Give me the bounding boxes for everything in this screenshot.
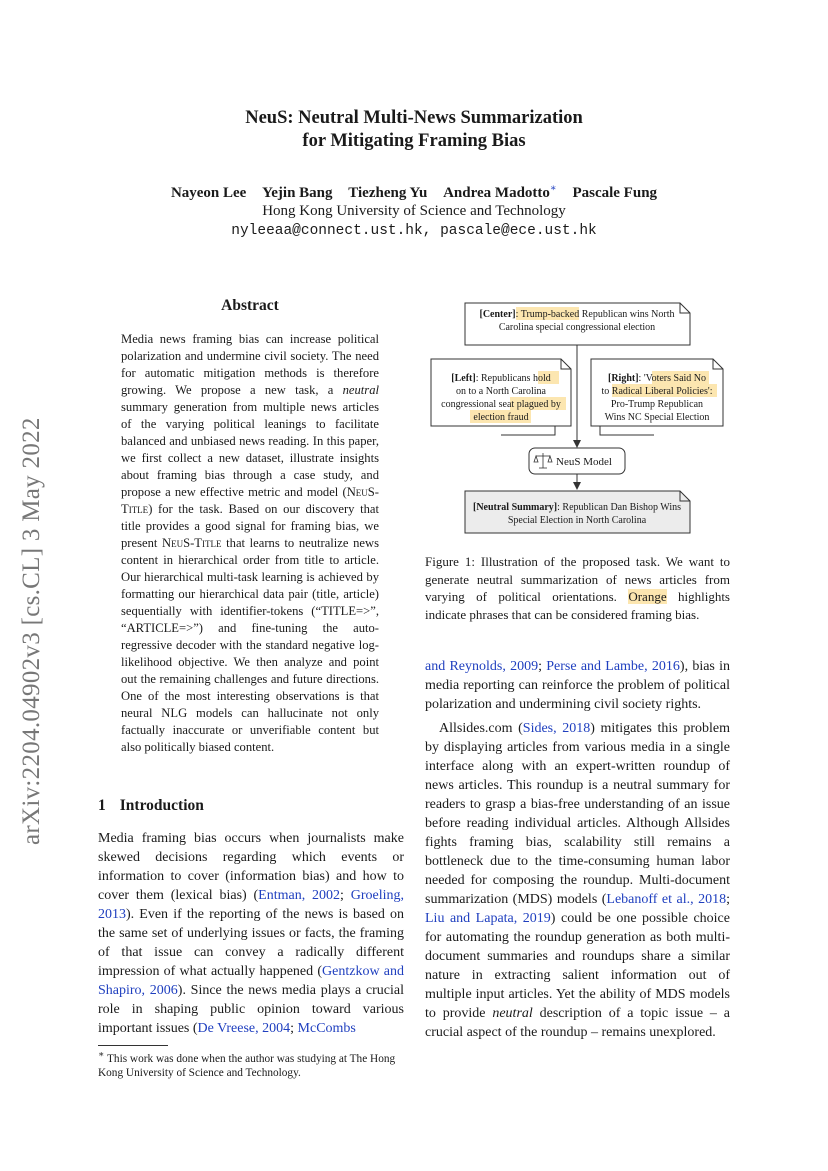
figure-center-source: Carolina special congressional election (498, 322, 656, 333)
footnote: ∗ This work was done when the author was studying at The Hong Kong University of Science and Technology. (98, 1050, 396, 1079)
figure-neutral-summary: [Neutral Summary]: Republican Dan Bishop Wins (472, 502, 682, 513)
footnote-rule (98, 1045, 168, 1046)
balance-scale-icon (534, 453, 552, 468)
section-heading-introduction: 1 Introduction (98, 797, 204, 814)
figure-right-source: [Right]: 'Voters Said No (607, 373, 707, 384)
author-name: Andrea Madotto∗ (443, 183, 557, 201)
author-name: Pascale Fung (572, 185, 658, 201)
figure-left-source: congressional seat plagued by (441, 399, 561, 410)
author-name: Tiezheng Yu (348, 185, 428, 201)
citation-link[interactable]: Perse and Lambe, 2016 (546, 659, 680, 674)
caption-highlight: Orange (628, 589, 667, 604)
citation-link[interactable]: Lebanoff et al., 2018 (606, 892, 727, 907)
figure-right-source: Pro-Trump Republican (610, 399, 704, 410)
figure-center-source: [Center]: Trump-backed Republican wins North (479, 309, 675, 320)
figure-left-source: on to a North Carolina (456, 386, 546, 397)
figure-1-caption: Figure 1: Illustration of the proposed task. We want to generate neutral summarization of news articles from varying of political orientations. Orange highlights indicate phrases that can be considered framing bias. (425, 554, 730, 622)
affiliation: Hong Kong University of Science and Technology (262, 203, 566, 219)
abstract-heading: Abstract (221, 297, 279, 314)
arxiv-stamp: arXiv:2204.04902v3 [cs.CL] 3 May 2022 (18, 417, 45, 845)
author-name: Yejin Bang (262, 185, 333, 201)
author-list (0, 183, 828, 202)
intro-right-column: and Reynolds, 2009; Perse and Lambe, 2016), bias in media reporting can reinforce the problem of political polarization and undermining civil society rights. Allsides.com (Sides, 2018) mitigates this problem by displaying articles from various media in a single interface along with an expert-written roundup of news articles. This roundup is a neutral summary for readers to grasp a bias-free understanding of an issue before reading individual articles. Although Allsides fights framing bias, scalability still remains a bottleneck due to the time-consuming human labor needed for composing the roundup. Multi-document summarization (MDS) models (Lebanoff et al., 2018; Liu and Lapata, 2019) could be one possible choice for automating the roundup generation as both multi-document summaries and roundups share a similar nature in extracting salient information out of multiple input articles. Yet the ability of MDS models to provide neutral description of a topic issue – a crucial aspect of the roundup – remains unexplored. (425, 659, 731, 1040)
paper-title-line2: for Mitigating Framing Bias (302, 131, 526, 151)
author-name: Nayeon Lee (170, 185, 247, 201)
citation-link[interactable]: De Vreese, 2004 (197, 1021, 291, 1036)
figure-right-source: to Radical Liberal Policies': (601, 386, 713, 397)
abstract-body: Media news framing bias can increase political polarization and undermine civil society. The need for automatic mitigation methods is therefore growing. We propose a new task, a neutral summary generation from multiple news articles of the varying political leanings to facilitate balanced and unbiased news reading. In this paper, we first collect a new dataset, illustrate insights about framing bias through a case study, and propose a new effective metric and model (NeuS-Title) for the task. Based on our discovery that title provides a good signal for framing bias, we present NeuS-Title that learns to neutralize news content in hierarchical order from title to article. Our hierarchical multi-task learning is achieved by formatting our hierarchical data pair (title, article) sequentially with identifier-tokens (“TITLE=>”, “ARTICLE=>”) and fine-tuning the auto-regressive decoder with the standard negative log-likelihood objective. We then analyze and point out the remaining challenges and future directions. One of the most interesting observations is that neural NLG models can hallucinate not only factually inaccurate or unverifiable content but also politically biased content. (121, 332, 379, 754)
citation-link[interactable]: Liu and Lapata, 2019 (425, 911, 551, 926)
author-footnote-mark[interactable]: ∗ (549, 183, 557, 194)
citation-link[interactable]: Sides, 2018 (522, 721, 591, 736)
figure-model-label: NeuS Model (556, 456, 612, 468)
figure-left-source: [Left]: Republicans hold (451, 373, 551, 384)
intro-left-column: Media framing bias occurs when journalists make skewed decisions regarding which events or information to cover (information bias) and how to cover them (lexical bias) (Entman, 2002; Groeling, 2013). Even if the reporting of the news is based on the same set of underlying issues or facts, the framing of that issue can convey a radically different impression of what actually happened (Gentzkow and Shapiro, 2006). Since the news media plays a crucial role in shaping public opinion toward various important issues (De Vreese, 2004; McCombs (98, 831, 404, 1036)
citation-link[interactable]: McCombs (297, 1021, 356, 1036)
model-name: NeuS-Title (162, 536, 222, 550)
figure-1-diagram (425, 295, 730, 540)
citation-link[interactable]: Entman, 2002 (258, 888, 341, 903)
figure-left-source: election fraud (473, 412, 529, 423)
paper-title-line1: NeuS: Neutral Multi-News Summarization (245, 108, 583, 128)
model-name: NeuS-Title (121, 485, 379, 516)
citation-link[interactable]: Groeling, 2013 (98, 888, 404, 922)
figure-right-source: Wins NC Special Election (604, 412, 710, 423)
citation-link[interactable]: and Reynolds, 2009 (425, 659, 539, 674)
citation-link[interactable]: Gentzkow and Shapiro, 2006 (98, 964, 404, 998)
figure-neutral-summary: Special Election in North Carolina (507, 515, 647, 526)
author-emails: nyleeaa@connect.ust.hk, pascale@ece.ust.hk (231, 223, 597, 239)
